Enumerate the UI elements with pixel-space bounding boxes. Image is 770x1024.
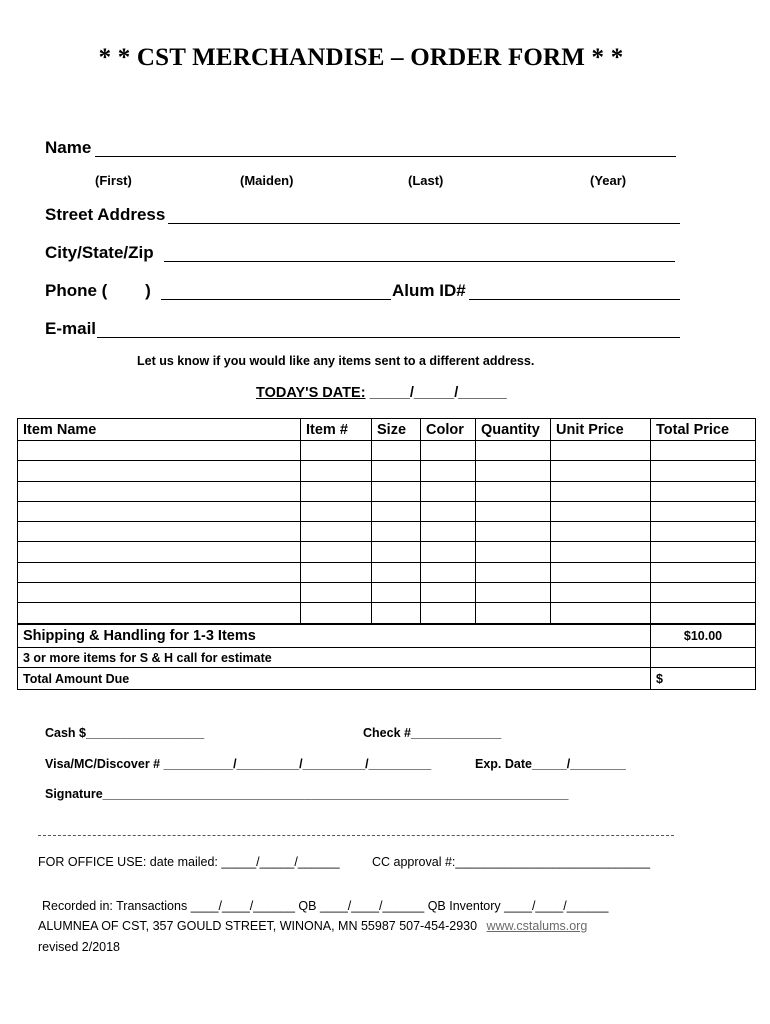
cash-field[interactable]: Cash $_________________ [45,726,205,740]
cell[interactable] [301,501,372,521]
more-items-cell[interactable] [651,648,756,668]
cell[interactable] [301,441,372,461]
revised-date: revised 2/2018 [38,940,121,954]
card-number-field[interactable]: Visa/MC/Discover # __________/_________/_________/_________ [45,757,432,771]
name-sub-last: (Last) [408,173,444,188]
cell[interactable] [301,522,372,542]
cell[interactable] [372,583,421,603]
cell[interactable] [421,481,476,501]
name-sub-year: (Year) [590,173,627,188]
todays-date-label: TODAY'S DATE: [256,385,366,401]
table-row[interactable] [18,542,756,562]
cell[interactable] [551,603,651,623]
more-items-row [18,648,756,668]
recorded-in: Recorded in: Transactions ____/____/______ QB ____/____/______ QB Inventory ____/____/______ [42,899,609,913]
cell[interactable] [651,441,756,461]
cell[interactable] [476,461,551,481]
cell[interactable] [551,522,651,542]
cell[interactable] [421,562,476,582]
cell[interactable] [476,501,551,521]
summary-table [17,624,756,690]
table-row[interactable] [18,481,756,501]
total-value[interactable]: $ [651,668,756,690]
total-row [18,668,756,690]
cell[interactable] [18,542,301,562]
header-quantity: Quantity [476,419,551,441]
cell[interactable] [651,481,756,501]
name-sub-maiden: (Maiden) [240,173,294,188]
more-items-note: 3 or more items for S & H call for estimate [18,648,651,668]
cell[interactable] [551,461,651,481]
table-row[interactable] [18,461,756,481]
alum-id-label: Alum ID# [392,281,466,300]
cell[interactable] [301,562,372,582]
name-label: Name [45,138,92,157]
cell[interactable] [301,481,372,501]
header-unit-price: Unit Price [551,419,651,441]
office-use-date-mailed: FOR OFFICE USE: date mailed: _____/_____/______ [38,855,340,869]
cell[interactable] [372,501,421,521]
cell[interactable] [18,522,301,542]
cell[interactable] [551,441,651,461]
header-item-number: Item # [301,419,372,441]
cell[interactable] [476,542,551,562]
name-input-line[interactable] [95,156,676,157]
different-address-note: Let us know if you would like any items sent to a different address. [137,354,535,368]
header-color: Color [421,419,476,441]
cell[interactable] [18,481,301,501]
phone-input-line[interactable] [161,299,391,300]
cell[interactable] [476,441,551,461]
cell[interactable] [651,522,756,542]
cell[interactable] [551,501,651,521]
shipping-price: $10.00 [651,625,756,648]
header-total-price: Total Price [651,419,756,441]
cell[interactable] [651,603,756,623]
cell[interactable] [18,583,301,603]
cell[interactable] [476,603,551,623]
cell[interactable] [421,522,476,542]
check-field[interactable]: Check #_____________ [363,726,502,740]
cell[interactable] [372,461,421,481]
divider-dashed [38,835,674,836]
cell[interactable] [372,562,421,582]
signature-field[interactable]: Signature___________________________________________________________________ [45,787,569,801]
cell[interactable] [18,603,301,623]
exp-date-field[interactable]: Exp. Date_____/________ [475,757,626,771]
cell[interactable] [421,542,476,562]
shipping-label: Shipping & Handling for 1-3 Items [18,625,651,648]
table-row[interactable] [18,441,756,461]
cell[interactable] [372,481,421,501]
cell[interactable] [18,441,301,461]
cell[interactable] [476,583,551,603]
cell[interactable] [301,583,372,603]
cell[interactable] [421,603,476,623]
table-row[interactable] [18,583,756,603]
footer-address-line [38,919,587,933]
cell[interactable] [551,542,651,562]
cell[interactable] [476,481,551,501]
header-size: Size [372,419,421,441]
cell[interactable] [421,583,476,603]
cell[interactable] [651,583,756,603]
cell[interactable] [651,542,756,562]
table-row[interactable] [18,522,756,542]
street-input-line[interactable] [168,223,680,224]
total-label: Total Amount Due [18,668,651,690]
cell[interactable] [18,562,301,582]
table-row[interactable] [18,501,756,521]
city-state-zip-input-line[interactable] [164,261,675,262]
cell[interactable] [18,501,301,521]
cell[interactable] [421,441,476,461]
street-label: Street Address [45,205,166,224]
cell[interactable] [476,522,551,542]
alum-id-input-line[interactable] [469,299,680,300]
cell[interactable] [372,542,421,562]
header-item-name: Item Name [18,419,301,441]
website-link[interactable]: www.cstalums.org [486,919,588,933]
cell[interactable] [421,461,476,481]
cell[interactable] [372,441,421,461]
phone-label: Phone ( ) [45,281,151,300]
cell[interactable] [421,501,476,521]
todays-date-blank[interactable]: _____/_____/______ [369,385,507,401]
cell[interactable] [301,542,372,562]
cell[interactable] [476,562,551,582]
cell[interactable] [301,461,372,481]
cell[interactable] [372,603,421,623]
cell[interactable] [651,562,756,582]
cell[interactable] [18,461,301,481]
footer-address: ALUMNEA OF CST, 357 GOULD STREET, WINONA, MN 55987 507-454-2930 [38,919,478,933]
name-sub-first: (First) [95,173,132,188]
cell[interactable] [651,461,756,481]
city-state-zip-label: City/State/Zip [45,243,154,262]
table-row[interactable] [18,562,756,582]
cell[interactable] [301,603,372,623]
form-title: * * CST MERCHANDISE – ORDER FORM * * [98,44,624,71]
email-label: E-mail [45,319,97,338]
cell[interactable] [551,481,651,501]
table-row[interactable] [18,603,756,623]
table-header-row [18,419,756,441]
email-input-line[interactable] [97,337,680,338]
cc-approval: CC approval #:____________________________ [372,855,651,869]
cell[interactable] [551,562,651,582]
todays-date[interactable] [256,385,507,401]
cell[interactable] [372,522,421,542]
cell[interactable] [551,583,651,603]
shipping-row [18,625,756,648]
items-table [17,418,756,624]
cell[interactable] [651,501,756,521]
